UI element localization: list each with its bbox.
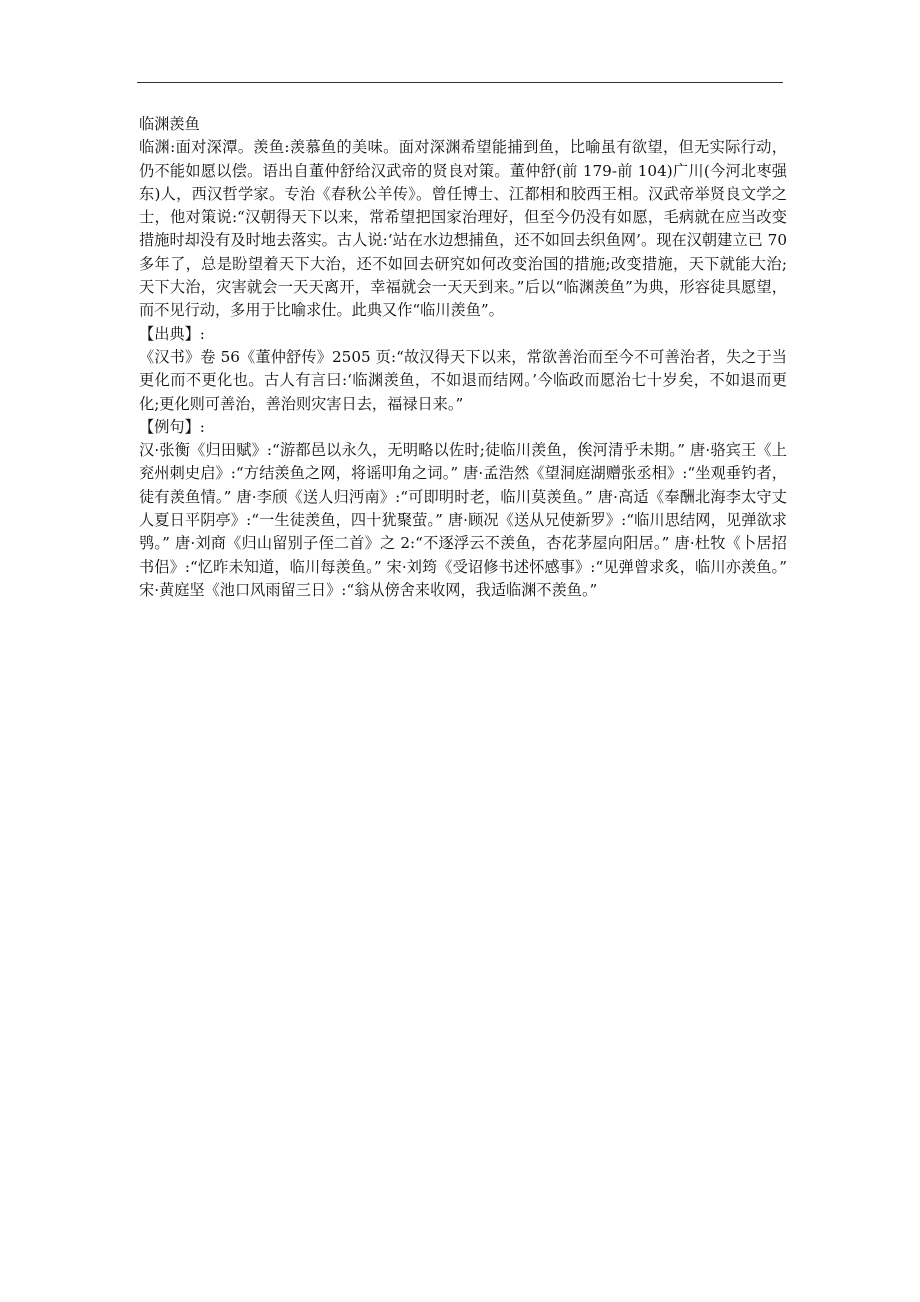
source-heading: 【出典】: <box>139 324 205 343</box>
examples-heading: 【例句】: <box>139 417 205 436</box>
document-title: 临渊羡鱼 <box>139 115 200 133</box>
source-paragraph: 《汉书》卷 56《董仲舒传》2505 页:“故汉得天下以来，常欲善治而至今不可善治者，失之于当更化而不更化也。古人有言曰:‘临渊羡鱼，不如退而结网。’今临政而愿治七十岁矣，不如退而更化;更化则可善治，善治则灾害日去，福禄日来。” <box>139 347 787 413</box>
examples-paragraph: 汉·张衡《归田赋》:“游都邑以永久，无明略以佐时;徒临川羡鱼，俟河清乎未期。” 唐·骆宾王《上兖州刺史启》:“方结羡鱼之网，将谣叩角之词。” 唐·孟浩然《望洞庭湖赠张丞相》:“坐观垂钓者，徒有羡鱼情。” 唐·李颀《送人归沔南》:“可即明时老，临川莫羡鱼。” 唐·高适《奉酬北海李太守丈人夏日平阴亭》:“一生徒羡鱼，四十犹聚萤。” 唐·顾况《送从兄使新罗》:“临川思结网，见弹欲求鸮。” 唐·刘商《归山留别子侄二首》之 2:“不逐浮云不羡鱼，杏花茅屋向阳居。” 唐·杜牧《卜居招书侣》:“忆昨未知道，临川每羡鱼。” 宋·刘筠《受诏修书述怀感事》:“见弹曾求炙，临川亦羡鱼。” 宋·黄庭坚《池口风雨留三日》:“翁从傍舍来收网，我适临渊不羡鱼。” <box>139 441 787 599</box>
header-rule <box>137 82 783 83</box>
document-body <box>139 113 787 602</box>
definition-paragraph: 临渊:面对深潭。羡鱼:羡慕鱼的美味。面对深渊希望能捕到鱼，比喻虽有欲望，但无实际行动，仍不能如愿以偿。语出自董仲舒给汉武帝的贤良对策。董仲舒(前 179-前 104)广川(今河北枣强东)人，西汉哲学家。专治《春秋公羊传》。曾任博士、江都相和胶西王相。汉武帝举贤良文学之士，他对策说:“汉朝得天下以来，常希望把国家治理好，但至今仍没有如愿，毛病就在应当改变措施时却没有及时地去落实。古人说:‘站在水边想捕鱼，还不如回去织鱼网’。现在汉朝建立已 70 多年了，总是盼望着天下大治，还不如回去研究如何改变治国的措施;改变措施，天下就能大治;天下大治，灾害就会一天天离开，幸福就会一天天到来。”后以“临渊羡鱼”为典，形容徒具愿望，而不见行动，多用于比喻求仕。此典又作“临川羡鱼”。 <box>139 138 787 320</box>
